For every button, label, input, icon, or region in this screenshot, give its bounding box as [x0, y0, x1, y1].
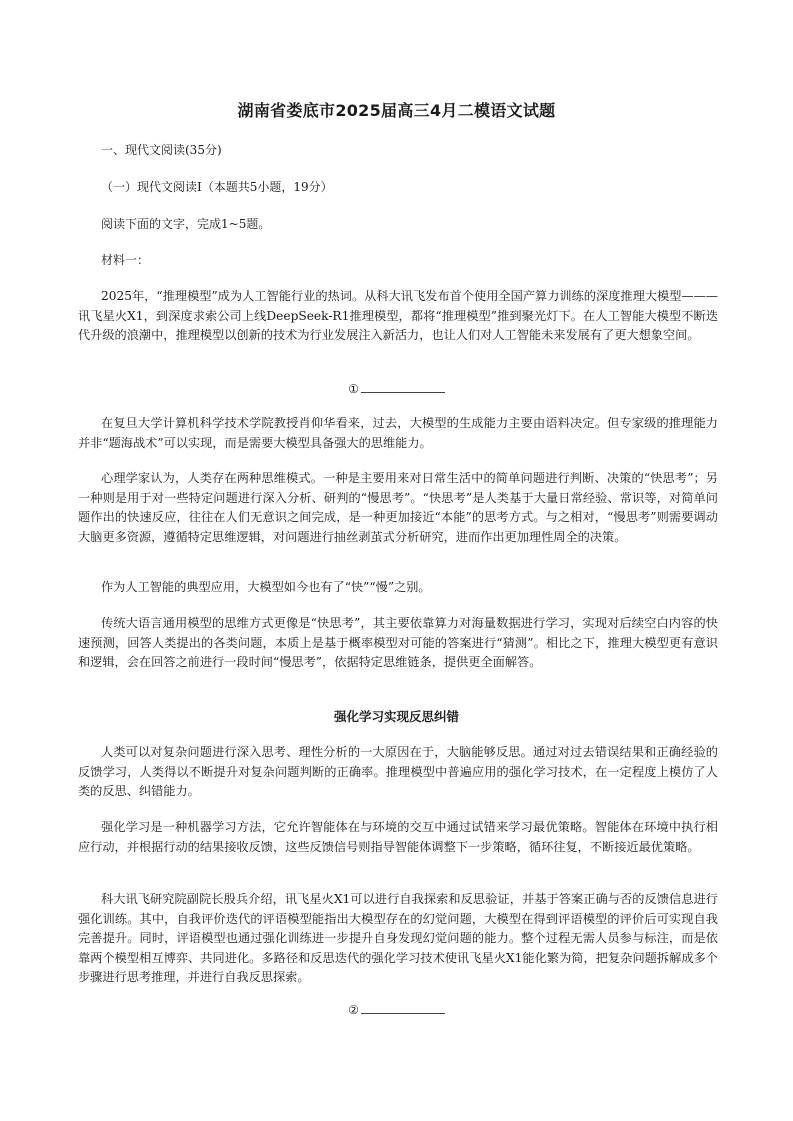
paragraph: 2025年，“推理模型”成为人工智能行业的热词。从科大讯飞发布首个使用全国产算力训练的深度推理大模型———讯飞星火X1，到深度求索公司上线DeepSeek-R1推理模型，都将“推理模型”推到聚光灯下。在人工智能大模型不断迭代升级的浪潮中，推理模型以创新的技术为行业发展注入新活力，也让人们对人工智能未来发展有了更大想象空间。	[78, 289, 718, 342]
blank-underline	[361, 1001, 445, 1014]
blank-number: ②	[348, 1003, 359, 1017]
fill-blank-1	[0, 379, 793, 399]
subsection-heading: （一）现代文阅读Ⅰ（本题共5小题，19分）	[101, 180, 333, 194]
paragraph: 心理学家认为，人类存在两种思维模式。一种是主要用来对日常生活中的简单问题进行判断、决策的“快思考”；另一种则是用于对一些特定问题进行深入分析、研判的“慢思考”。“快思考”是人类基于大量日常经验、常识等，对简单问题作出的快速反应，往往在人们无意识之间完成，是一种更加接近“本能”的思考方式。与之相对，“慢思考”则需要调动大脑更多资源，遵循特定思维逻辑，对问题进行抽丝剥茧式分析研究，进而作出更加理性周全的决策。	[78, 471, 718, 544]
paragraph: 传统大语言通用模型的思维方式更像是“快思考”，其主要依靠算力对海量数据进行学习，实现对后续空白内容的快速预测，回答人类提出的各类问题，本质上是基于概率模型对可能的答案进行“猜测”。相比之下，推理大模型更有意识和逻辑，会在回答之前进行一段时间“慢思考”，依据特定思维链条，提供更全面解答。	[78, 616, 718, 669]
paragraph: 科大讯飞研究院副院长殷兵介绍，讯飞星火X1可以进行自我探索和反思验证，并基于答案正确与否的反馈信息进行强化训练。其中，自我评价迭代的评语模型能指出大模型存在的幻觉问题，大模型在得到评语模型的评价后可实现自我完善提升。同时，评语模型也通过强化训练进一步提升自身发现幻觉问题的能力。整个过程无需人员参与标注，而是依靠两个模型相互博弈、共同进化。多路径和反思迭代的强化学习技术使讯飞星火X1能化繁为简，把复杂问题拆解成多个步骤进行思考推理，并进行自我反思探索。	[78, 892, 718, 984]
material-label: 材料一：	[101, 253, 150, 267]
section-subheading: 强化学习实现反思纠错	[333, 709, 459, 724]
paragraph: 作为人工智能的典型应用，大模型如今也有了“快”“慢”之别。	[101, 580, 431, 594]
blank-underline	[361, 380, 445, 393]
paragraph: 在复旦大学计算机科学技术学院教授肖仰华看来，过去，大模型的生成能力主要由语料决定。但专家级的推理能力并非“题海战术”可以实现，而是需要大模型具备强大的思维能力。	[78, 416, 718, 450]
blank-number: ①	[348, 382, 359, 396]
instruction-text: 阅读下面的文字，完成1~5题。	[101, 217, 271, 231]
paragraph: 人类可以对复杂问题进行深入思考、理性分析的一大原因在于，大脑能够反思。通过对过去错误结果和正确经验的反馈学习，人类得以不断提升对复杂问题判断的正确率。推理模型中普遍应用的强化学习技术，在一定程度上模仿了人类的反思、纠错能力。	[78, 745, 718, 798]
section-heading: 一、现代文阅读(35分)	[101, 143, 222, 157]
page-title: 湖南省娄底市2025届高三4月二模语文试题	[237, 101, 556, 120]
fill-blank-2	[0, 1000, 793, 1020]
paragraph: 强化学习是一种机器学习方法，它允许智能体在与环境的交互中通过试错来学习最优策略。智能体在环境中执行相应行动，并根据行动的结果接收反馈，这些反馈信号则指导智能体调整下一步策略，循环往复，不断接近最优策略。	[78, 820, 718, 854]
